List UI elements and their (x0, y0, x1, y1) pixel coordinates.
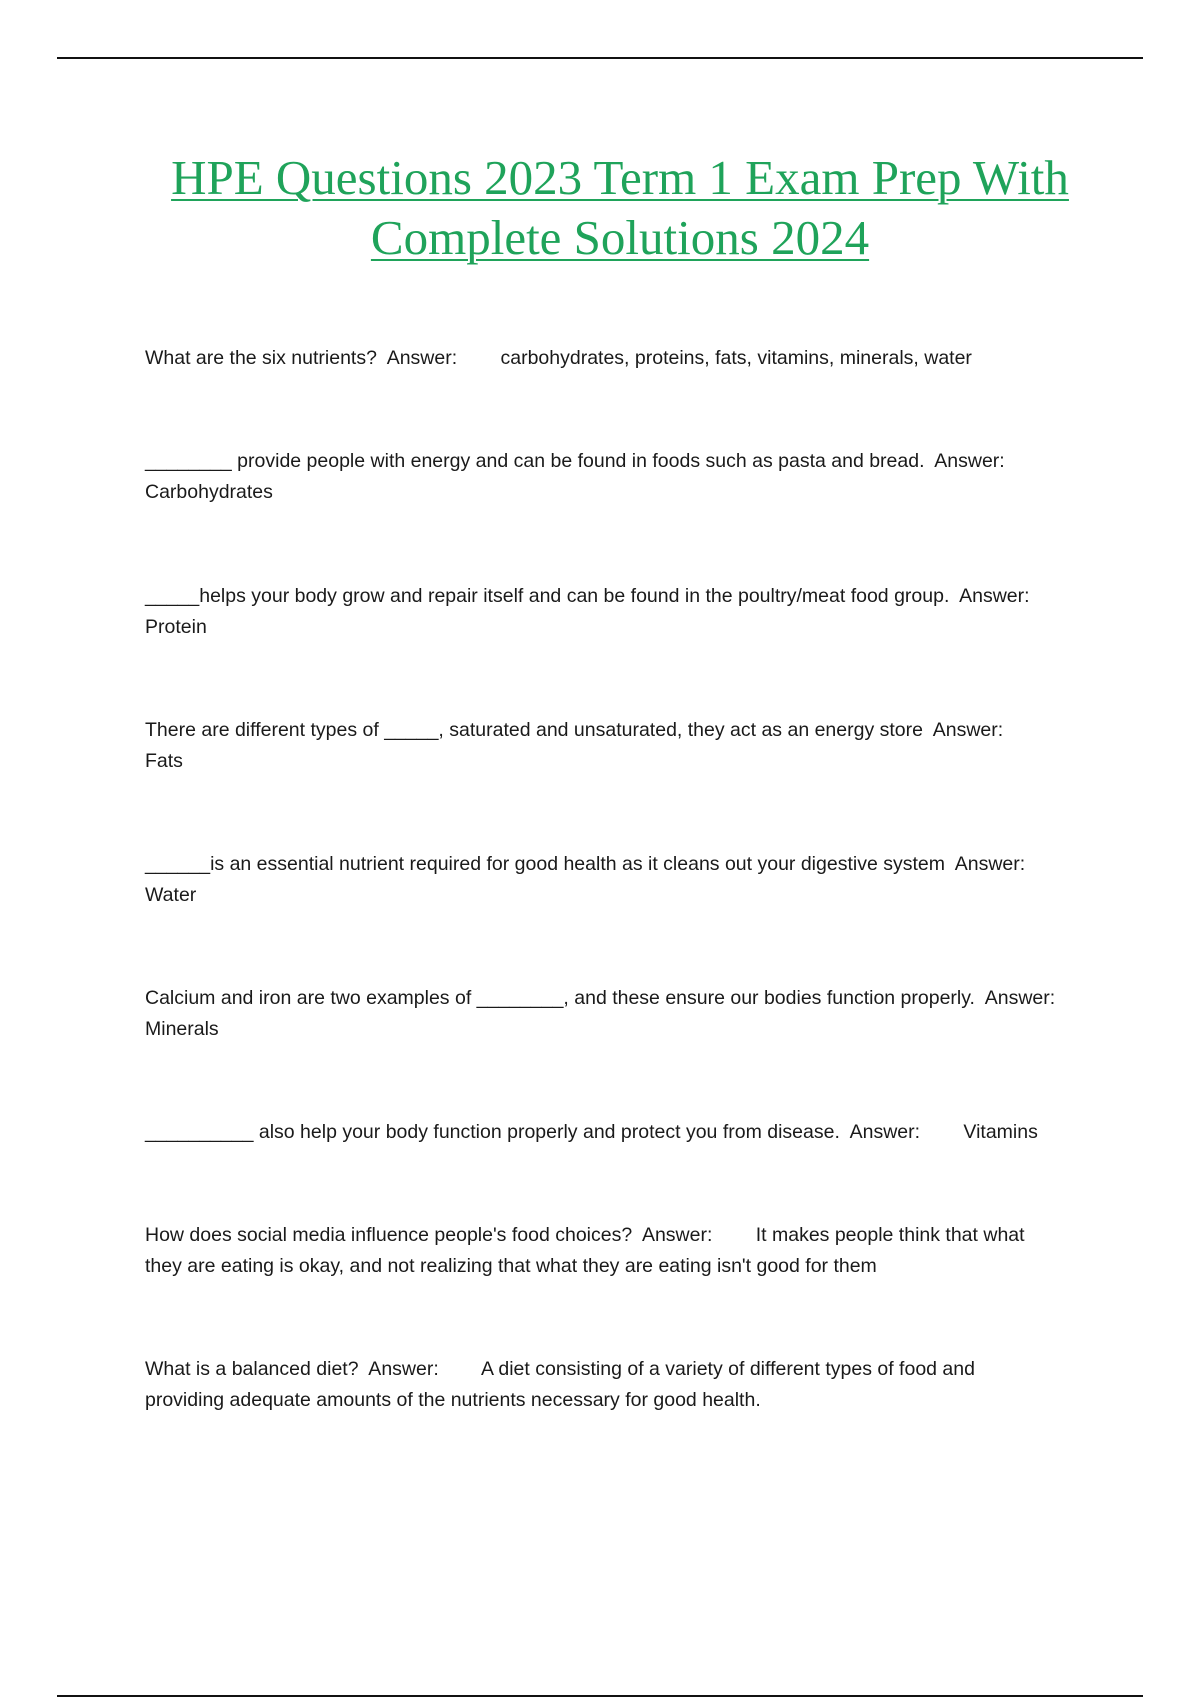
qa-item: There are different types of _____, saturated and unsaturated, they act as an energy store Answer: Fats (145, 719, 1004, 772)
qa-item: What are the six nutrients? Answer: carbohydrates, proteins, fats, vitamins, minerals, water (145, 347, 972, 369)
qa-item: ______is an essential nutrient required for good health as it cleans out your digestive system Answer: Water (145, 853, 1026, 906)
qa-item: How does social media influence people's food choices? Answer: It makes people think that what they are eating is okay, and not realizing that what they are eating isn't good for them (145, 1224, 1025, 1277)
qa-item: ________ provide people with energy and can be found in foods such as pasta and bread. Answer: Carbohydrates (145, 450, 1005, 503)
qa-item: What is a balanced diet? Answer: A diet consisting of a variety of different types of food and providing adequate amounts of the nutrients necessary for good health. (145, 1358, 975, 1411)
qa-item: _____helps your body grow and repair itself and can be found in the poultry/meat food group. Answer: Protein (145, 585, 1030, 638)
bottom-rule (57, 1695, 1143, 1697)
qa-item: __________ also help your body function properly and protect you from disease. Answer: Vitamins (145, 1121, 1038, 1143)
qa-item: Calcium and iron are two examples of ________, and these ensure our bodies function properly. Answer: Minerals (145, 987, 1056, 1040)
top-rule (57, 57, 1143, 59)
document-title: HPE Questions 2023 Term 1 Exam Prep With Complete Solutions 2024 (171, 150, 1069, 265)
